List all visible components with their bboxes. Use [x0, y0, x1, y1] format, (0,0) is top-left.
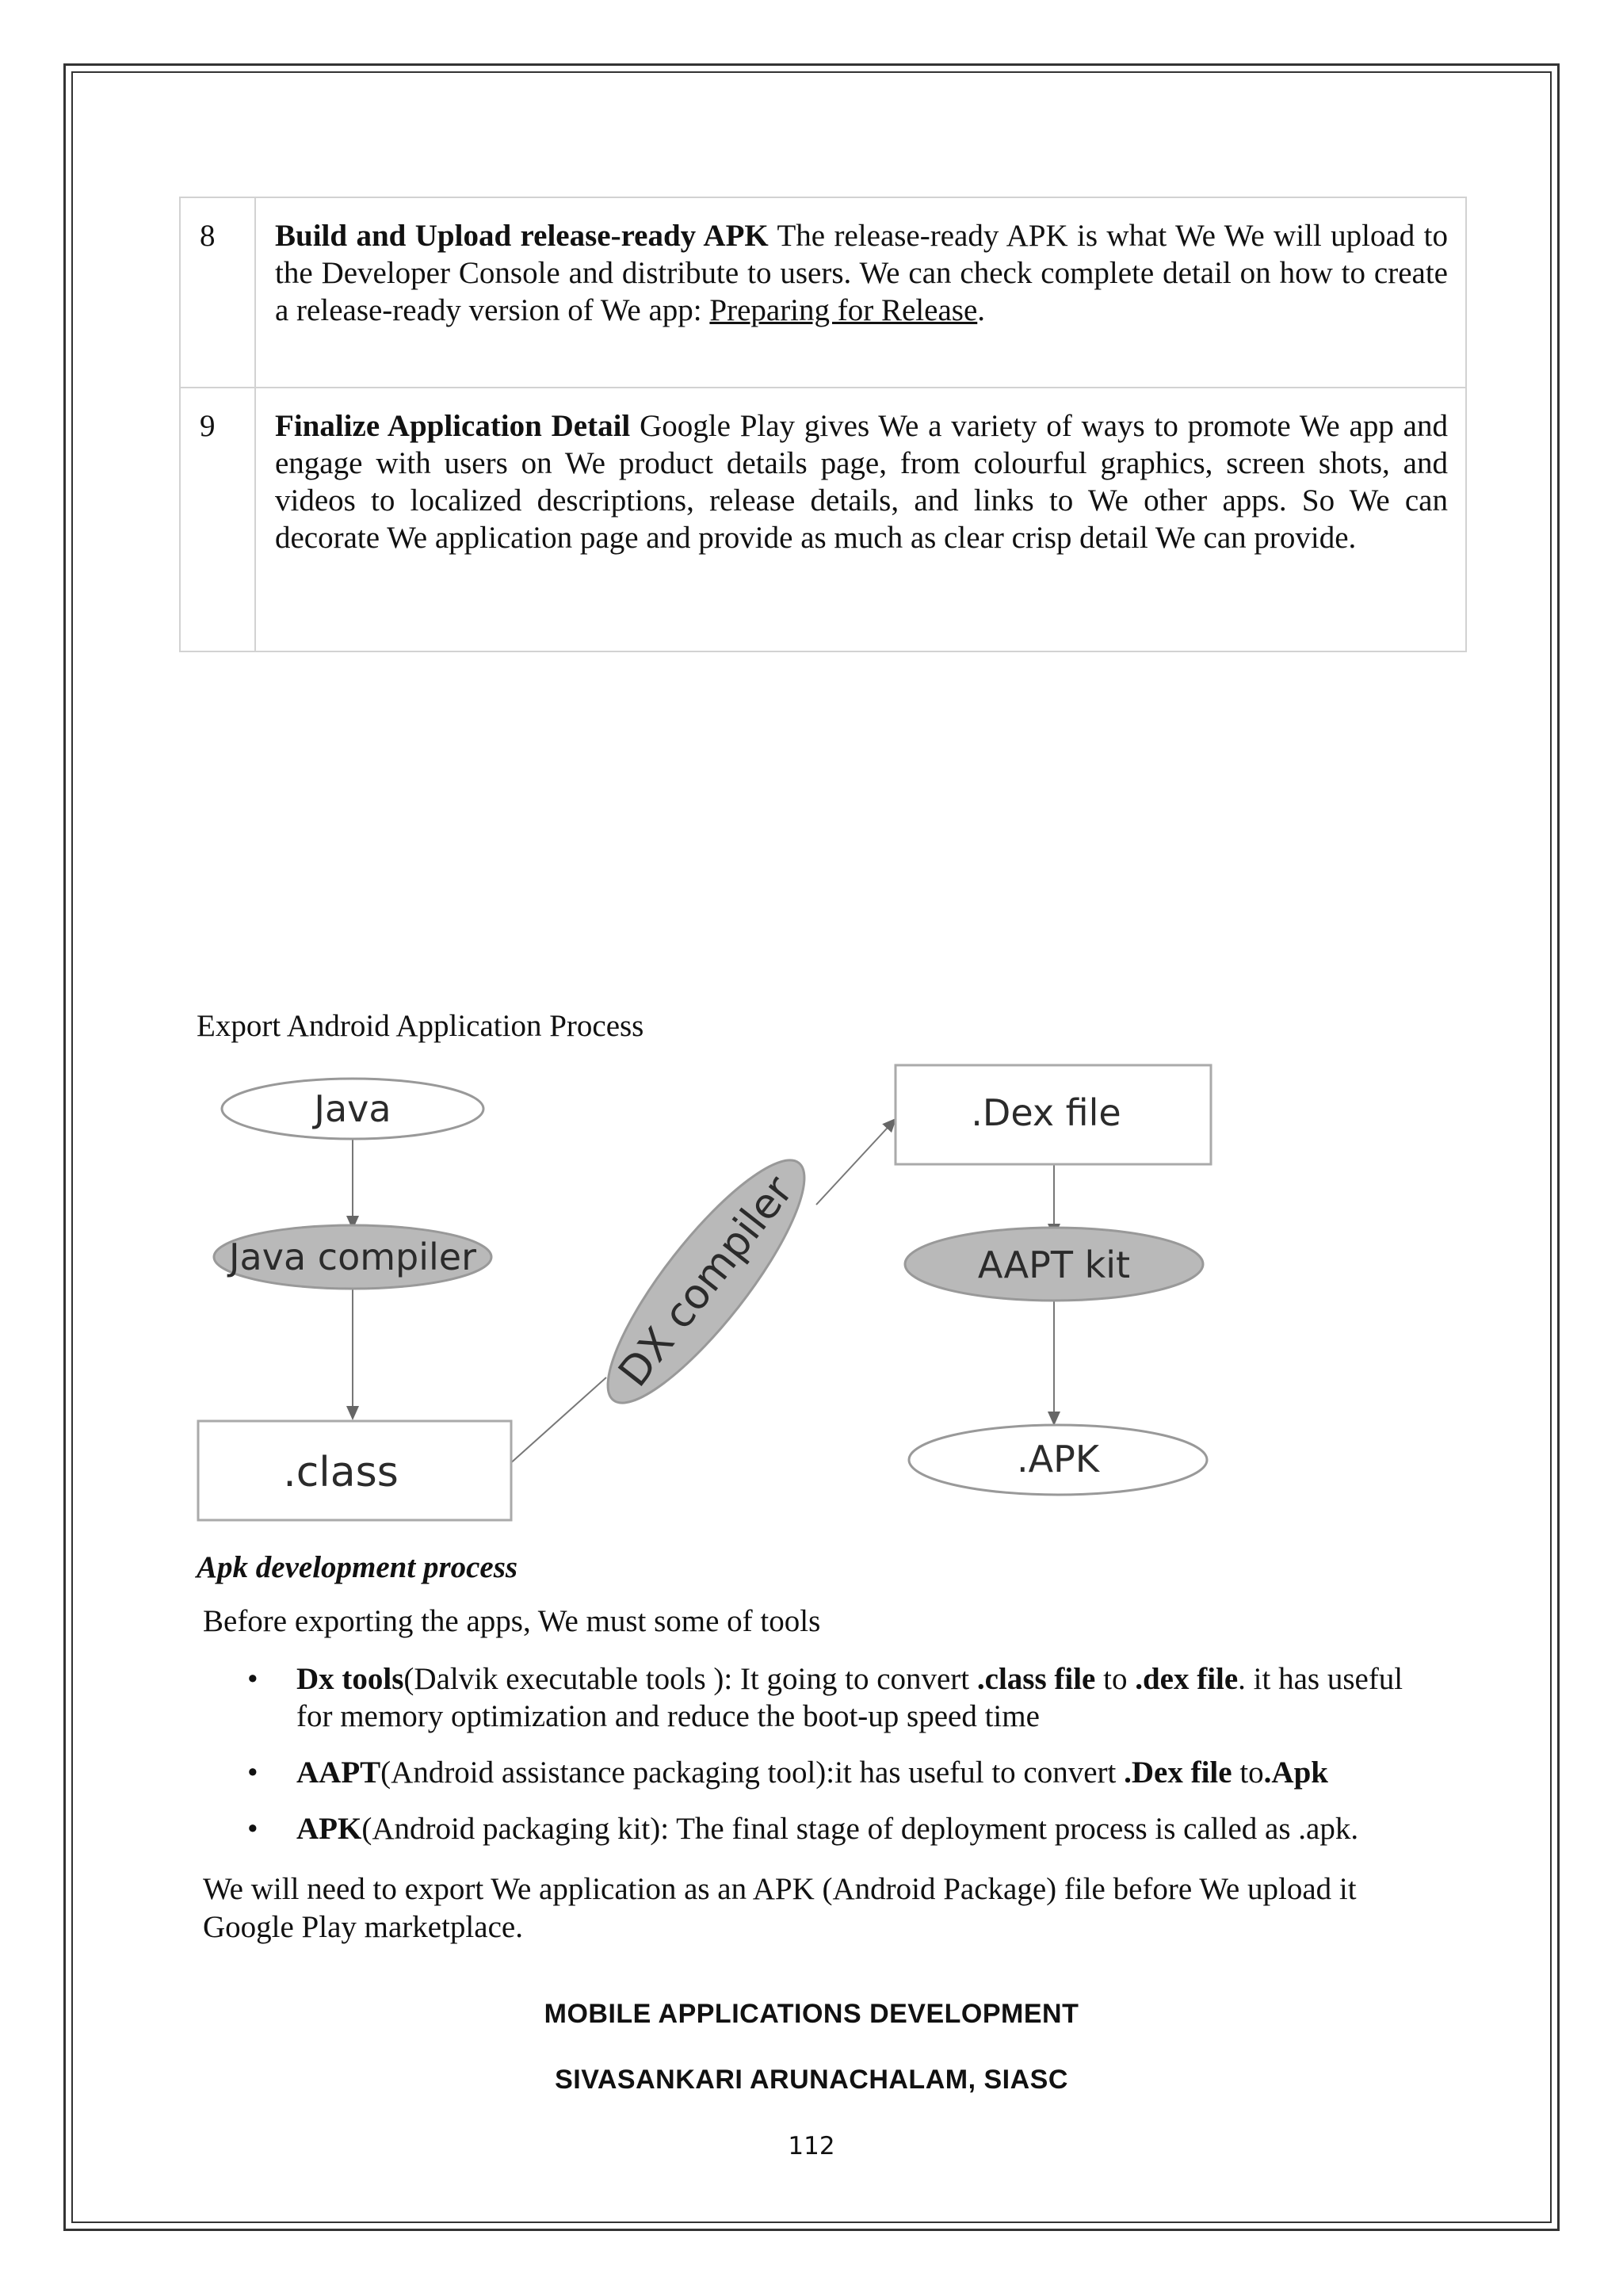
diagram-caption: Export Android Application Process: [197, 1009, 644, 1043]
java-compiler-label: Java compiler: [228, 1236, 477, 1278]
line-class-to-dx: [507, 1377, 606, 1466]
tools-list: [203, 1660, 1423, 1866]
footer-course-title: MOBILE APPLICATIONS DEVELOPMENT: [544, 1999, 1079, 2029]
table-row: [180, 388, 1466, 651]
page-number: 112: [788, 2132, 835, 2160]
section-intro: Before exporting the apps, We must some of tools: [203, 1604, 821, 1638]
preparing-for-release-link[interactable]: Preparing for Release: [709, 293, 978, 327]
table-row: [180, 197, 1466, 388]
arrow-dx-to-dex: [816, 1119, 896, 1205]
list-item: • AAPT(Android assistance packaging tool):it has useful to convert .Dex file to.Apk: [247, 1755, 1328, 1790]
section-heading: Apk development process: [197, 1550, 518, 1584]
list-item: • APK(Android packaging kit): The final stage of deployment process is called as .apk.: [247, 1812, 1359, 1846]
step-title: Build and Upload release-ready APK: [275, 219, 769, 253]
class-label: .class: [283, 1449, 399, 1496]
apk-label: .APK: [1017, 1438, 1099, 1480]
step-number: 8: [180, 197, 255, 388]
dex-file-label: .Dex file: [971, 1091, 1121, 1134]
footer-author: SIVASANKARI ARUNACHALAM, SIASC: [555, 2065, 1068, 2095]
list-item: • Dx tools(Dalvik executable tools ): It going to convert .class file to .dex file. it has useful for memory optimization and reduce the boot-up speed time: [247, 1662, 1403, 1733]
step-number: 9: [180, 388, 255, 651]
aapt-kit-label: AAPT kit: [977, 1244, 1131, 1286]
step-description: Build and Upload release-ready APK The release-ready APK is what We We will upload to the Developer Console and distribute to users. We can check complete detail on how to create a release-ready version of We app: Preparing for Release.: [255, 197, 1466, 388]
dx-compiler-label: DX compiler: [609, 1167, 803, 1396]
section-outro: We will need to export We application as an APK (Android Package) file before We upload it Google Play marketplace.: [203, 1872, 1357, 1944]
steps-table: [179, 197, 1467, 652]
apk-process-diagram: [190, 1054, 1252, 1530]
java-label: Java: [314, 1087, 391, 1130]
step-text: The release-ready APK is what We We will upload to the Developer Console and distribute to users. We can check complete detail on how to create a release-ready version of We app:: [275, 219, 1448, 327]
step-text: Google Play gives We a variety of ways to promote We app and engage with users on We product details page, from colourful graphics, screen shots, and videos to localized descriptions, release details, and links to We other apps. So We can decorate We application page and provide as much as clear crisp detail We can provide.: [275, 409, 1448, 555]
dx-compiler-node: [581, 1137, 831, 1425]
step-title: Finalize Application Detail: [275, 409, 631, 443]
step-description: [255, 388, 1466, 651]
